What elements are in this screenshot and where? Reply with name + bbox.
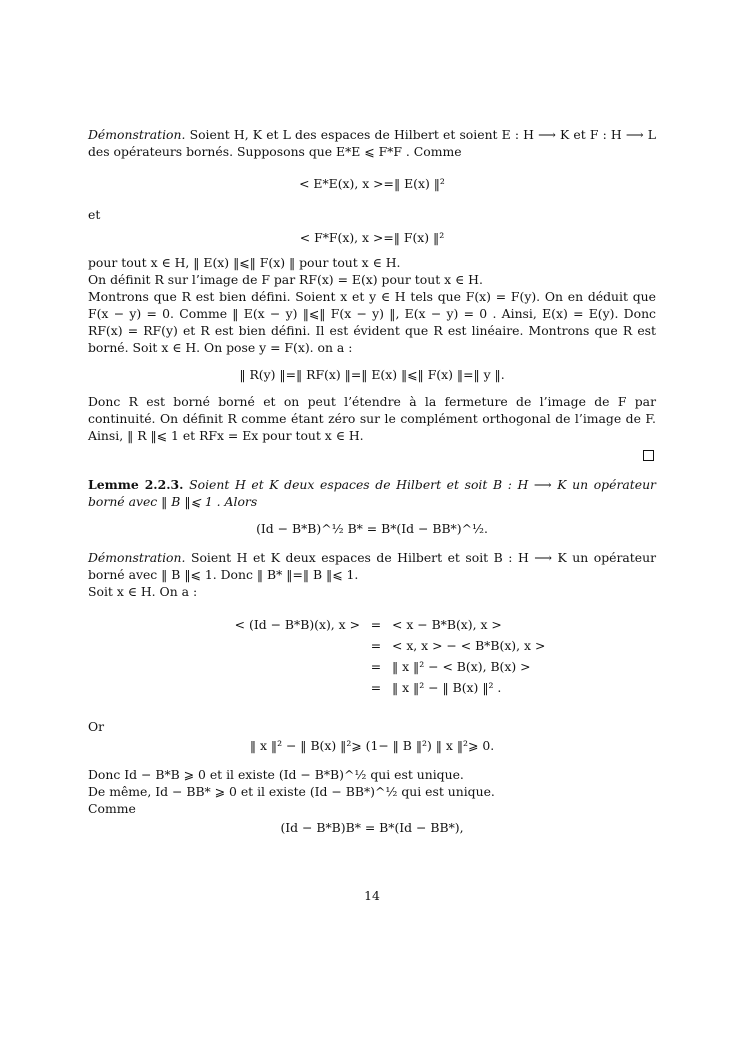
align-row (200, 614, 545, 635)
align-lhs: < (Id − B*B)(x), x > (234, 617, 360, 632)
qed-square-icon (643, 450, 654, 461)
demo1-label: Démonstration. (88, 127, 186, 142)
demo2-line2: Soit x ∈ H. On a : (88, 584, 198, 599)
align-row (200, 656, 545, 677)
align-row (200, 677, 545, 698)
equation-1: < E*E(x), x >=‖ E(x) ‖² (299, 176, 445, 191)
demo2-label: Démonstration. (88, 550, 186, 565)
align-lhs (200, 656, 360, 677)
align-row (200, 635, 545, 656)
lemma-label: Lemme 2.2.3. (88, 477, 184, 492)
align-rhs: ‖ x ‖² − < B(x), B(x) > (392, 659, 531, 674)
align-lhs (200, 635, 360, 656)
align-equals: = (370, 680, 382, 695)
demo1-line2: pour tout x ∈ H, ‖ E(x) ‖⩽‖ F(x) ‖ pour tout x ∈ H. (88, 255, 401, 270)
align-equals: = (370, 659, 382, 674)
lemma-statement (88, 476, 656, 510)
text-comme: Comme (88, 801, 136, 816)
demo2-line1: Soient H et K deux espaces de Hilbert et soit B : H ⟶ K un opérateur borné avec ‖ B ‖⩽ 1. Donc ‖ B* ‖=‖ B ‖⩽ 1. (88, 550, 656, 582)
qed-row (88, 448, 656, 466)
demo1-line1: Soient H, K et L des espaces de Hilbert et soient E : H ⟶ K et F : H ⟶ L des opérateurs bornés. Supposons que E*E ⩽ F*F . Comme (88, 127, 656, 159)
demo2-intro (88, 549, 656, 583)
equation-or: ‖ x ‖² − ‖ B(x) ‖²⩾ (1− ‖ B ‖²) ‖ x ‖²⩾ 0. (249, 738, 495, 753)
demo1-line4: Montrons que R est bien défini. Soient x et y ∈ H tels que F(x) = F(y). On en déduit que F(x − y) = 0. Comme ‖ E(x − y) ‖⩽‖ F(x − y) ‖, E(x − y) = 0 . Ainsi, E(x) = E(y). Donc RF(x) = RF(y) et R est bien défini. Il est évident que R est linéaire. Montrons que R est borné. Soit x ∈ H. On pose y = F(x). on a : (88, 289, 656, 355)
align-equals: = (370, 617, 382, 632)
text-et: et (88, 207, 101, 222)
demo1-intro (88, 126, 656, 160)
equation-last: (Id − B*B)B* = B*(Id − BB*), (280, 820, 464, 835)
demo2-line3: Donc Id − B*B ⩾ 0 et il existe (Id − B*B)^½ qui est unique. (88, 767, 464, 782)
align-rhs: ‖ x ‖² − ‖ B(x) ‖² . (392, 680, 502, 695)
page-number: 14 (364, 888, 380, 903)
align-lhs (200, 677, 360, 698)
equation-2: < F*F(x), x >=‖ F(x) ‖² (299, 230, 445, 245)
aligned-equations (200, 614, 545, 698)
demo2-line4: De même, Id − BB* ⩾ 0 et il existe (Id − BB*)^½ qui est unique. (88, 784, 495, 799)
page-content (88, 126, 656, 850)
align-rhs: < x, x > − < B*B(x), x > (392, 638, 546, 653)
demo1-line3: On définit R sur l’image de F par RF(x) = E(x) pour tout x ∈ H. (88, 272, 483, 287)
lemma-text: Soient H et K deux espaces de Hilbert et soit B : H ⟶ K un opérateur borné avec ‖ B ‖⩽ 1 . Alors (88, 477, 656, 509)
align-equals: = (370, 638, 382, 653)
equation-3: ‖ R(y) ‖=‖ RF(x) ‖=‖ E(x) ‖⩽‖ F(x) ‖=‖ y ‖. (239, 367, 505, 382)
lemma-equation: (Id − B*B)^½ B* = B*(Id − BB*)^½. (256, 521, 488, 536)
text-or: Or (88, 719, 105, 734)
demo1-line5: Donc R est borné borné et on peut l’étendre à la fermeture de l’image de F par continuité. On définit R comme étant zéro sur le complément orthogonal de l’image de F. Ainsi, ‖ R ‖⩽ 1 et RFx = Ex pour tout x ∈ H. (88, 394, 656, 443)
align-rhs: < x − B*B(x), x > (392, 617, 502, 632)
